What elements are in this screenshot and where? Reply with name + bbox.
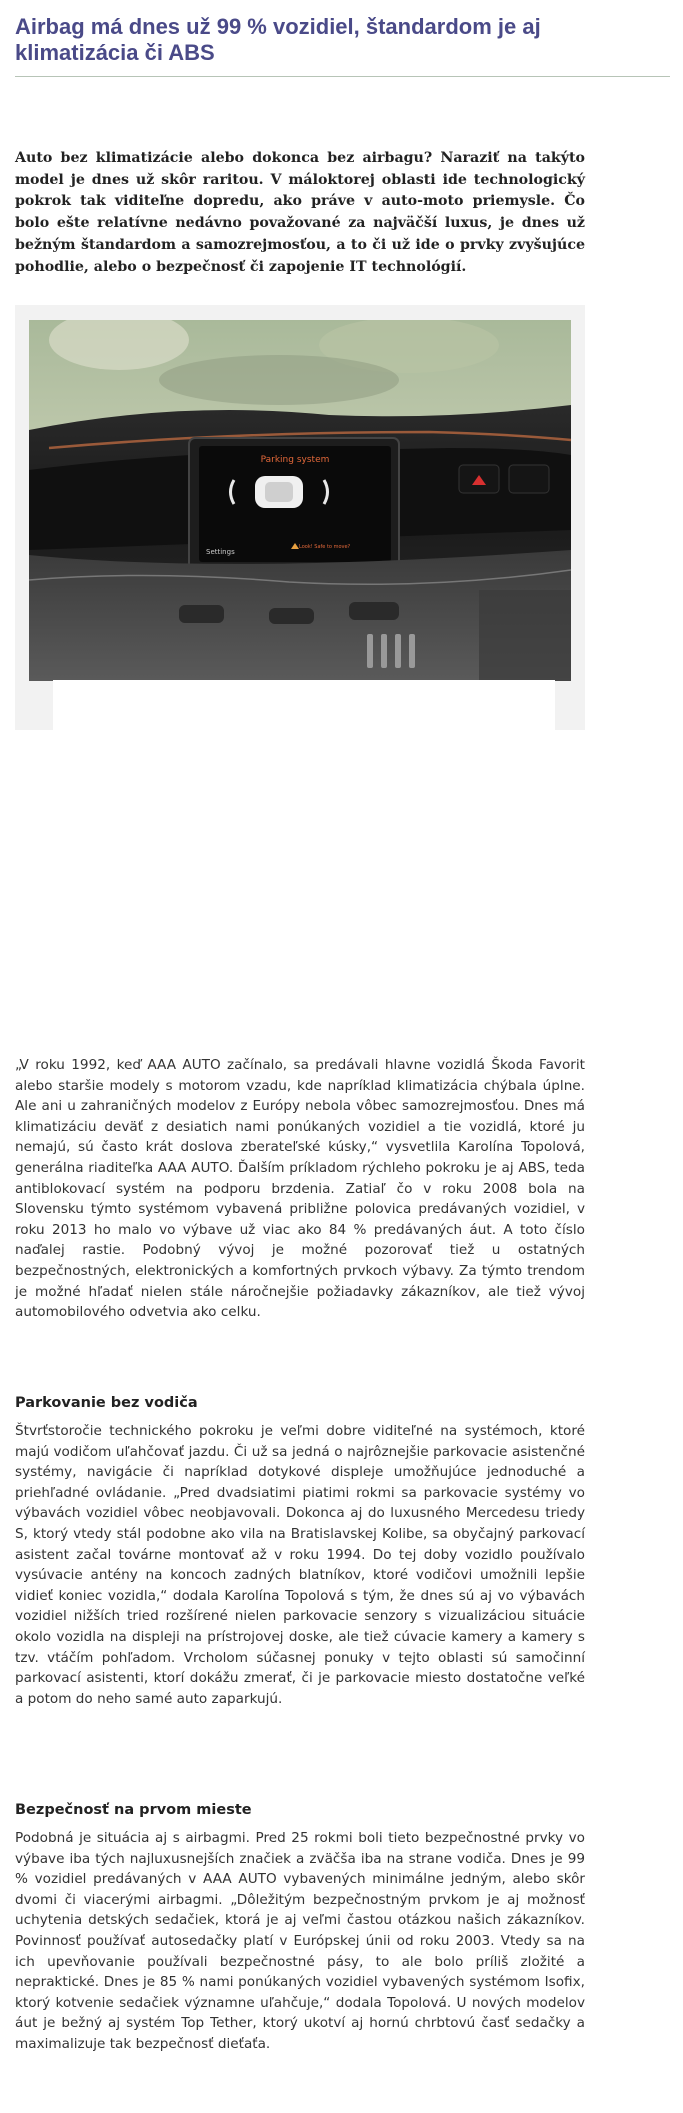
figure-caption-area — [53, 680, 555, 730]
paragraph-2: Štvrťstoročie technického pokroku je veľmi dobre viditeľné na systémoch, ktoré majú vodičom uľahčovať jazdu. Či už sa jedná o najrôznejšie parkovacie asistenčné systémy, navigácie či napríklad dotykové displeje umožňujúce jednoduché a priehľadné ovládanie. „Pred dvadsiatimi piatimi rokmi sa parkovacie systémy vo výbavách vozidiel vôbec neobjavovali. Dokonca aj do luxusného Mercedesu triedy S, ktorý vtedy stál podobne ako vila na Bratislavskej Kolibe, sa obyčajný parkovací asistent začal továrne montovať až v roku 1994. Do tej doby vozidlo používalo vysúvacie antény na koncoch zadných blatníkov, ktoré vodičovi umožnili lepšie vidieť koniec vozidla,“ dodala Karolína Topolová s tým, že dnes sú aj vo výbavách vozidiel nižších tried rozšírené nielen parkovacie senzory s vizualizáciou situácie okolo vozidla na displeji na prístrojovej doske, ale tiež cúvacie kamery a kamery s tzv. vtáčím pohľadom. Vrcholom súčasnej ponuky v tejto oblasti sú samočinní parkovací asistenti, ktorí dokážu zmerať, či je parkovacie miesto dostatočne veľké a potom do neho samé auto zaparkujú. — [15, 1423, 585, 1707]
title-divider — [15, 76, 670, 77]
paragraph-1: „V roku 1992, keď AAA AUTO začínalo, sa predávali hlavne vozidlá Škoda Favorit alebo staršie modely s motorom vzadu, kde napríklad klimatizácia chýbala úplne. Ale ani u zahraničných modelov z Európy nebola vôbec samozrejmosťou. Dnes má klimatizáciu deväť z desiatich nami ponúkaných vozidiel a tie vozidlá, ktoré ju nemajú, sú často krát doslova zberateľské kúsky,“ vysvetlila Karolína Topolová, generálna riaditeľka AAA AUTO. Ďalším príkladom rýchleho pokroku je aj ABS, teda antiblokovací systém na podporu brzdenia. Zatiaľ čo v roku 2008 bola na Slovensku týmto systémom vybavená približne polovica predávaných vozidiel, v roku 2013 ho malo vo výbave už viac ako 84 % predávaných áut. A toto číslo naďalej rastie. Podobný vývoj je možné pozorovať tiež u ostatných bezpečnostných, elektronických a komfortných prvkoch výbavy. Za týmto trendom je možné hľadať nielen stále náročnejšie požiadavky zákazníkov, ale tiež vývoj automobilového odvetvia ako celku. — [15, 1057, 585, 1321]
figure-container — [15, 305, 585, 730]
section-heading-safety: Bezpečnosť na prvom mieste — [15, 1802, 252, 1818]
car-dashboard-photo — [29, 320, 571, 681]
paragraph-3: Podobná je situácia aj s airbagmi. Pred 25 rokmi boli tieto bezpečnostné prvky vo výbave iba tých najluxusnejších značiek a zväčša iba na strane vodiča. Dnes je 99 % vozidiel predávaných v AAA AUTO vybavených minimálne jedným, alebo skôr dvomi či viacerými airbagmi. „Dôležitým bezpečnostným prvkom je aj možnosť uchytenia detských sedačiek, ktorá je aj veľmi častou otázkou našich zákazníkov. Povinnosť používať autosedačky platí v Európskej únii od roku 2003. Vtedy sa na ich upevňovanie používali bezpečnostné pásy, to ale bolo príliš zložité a nepraktické. Dnes je 85 % nami ponúkaných vozidiel vybavených systémom Isofix, ktorý kotvenie sedačiek významne uľahčuje,“ dodala Topolová. U nových modelov áut je bežný aj systém Top Tether, ktorý ukotví aj hornú chrbtovú časť sedačky a maximalizuje tak bezpečnosť dieťaťa. — [15, 1830, 585, 2052]
article-lead: Auto bez klimatizácie alebo dokonca bez airbagu? Naraziť na takýto model je dnes už skôr raritou. V máloktorej oblasti ide technologický pokrok tak viditeľne dopredu, ako práve v auto-moto priemysle. Čo bolo ešte relatívne nedávno považované za najväčší luxus, je dnes už bežným štandardom a samozrejmosťou, a to či už ide o prvky zvyšujúce pohodlie, alebo o bezpečnosť či zapojenie IT technológií. — [15, 150, 585, 275]
screen-title-text: Parking system — [260, 455, 330, 465]
article-title: Airbag má dnes už 99 % vozidiel, štandardom je aj klimatizácia či ABS — [15, 14, 541, 65]
section-heading-parking: Parkovanie bez vodiča — [15, 1395, 198, 1411]
screen-warning-text: Look! Safe to move? — [299, 544, 351, 550]
screen-menu-text: Settings — [206, 548, 235, 556]
